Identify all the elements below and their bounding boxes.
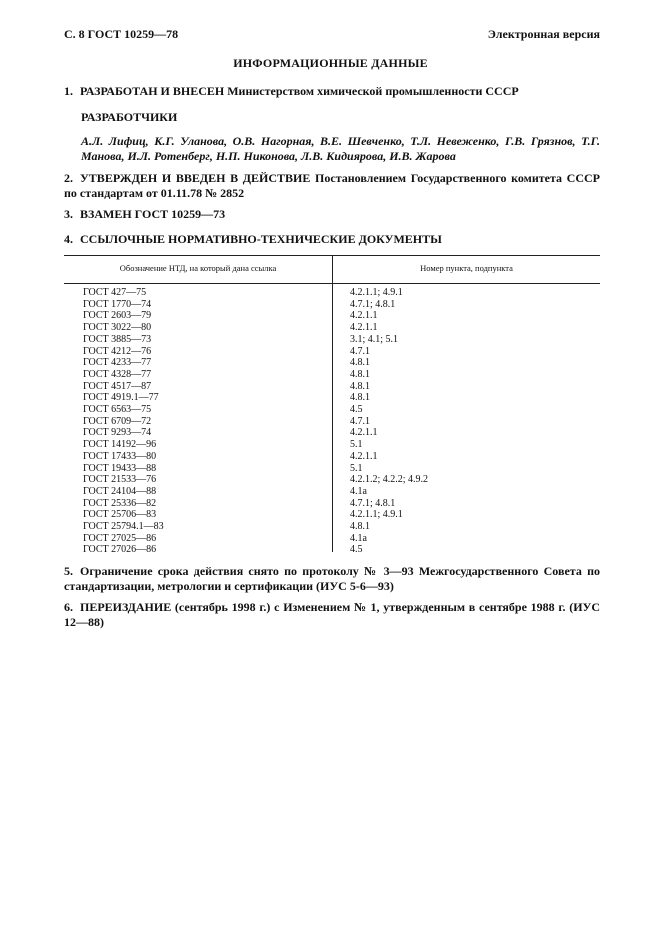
table-cell-document: ГОСТ 1770—74: [83, 298, 152, 310]
table-cell-document: ГОСТ 4233—77: [83, 357, 152, 369]
section-2-text: Постановлением Государственного комитета СССР по стандартам от 01.11.78 № 2852: [64, 171, 600, 200]
section-1-text: Министерством химической промышленности СССР: [224, 84, 519, 98]
table-cell-clause: 4.7.1; 4.8.1: [350, 298, 396, 310]
table-cell-document: ГОСТ 27025—86: [83, 532, 157, 544]
table-cell-document: ГОСТ 19433—88: [83, 462, 157, 474]
table-cell-clause: 5.1: [350, 462, 363, 474]
table-cell-document: ГОСТ 2603—79: [83, 310, 152, 322]
table-cell-clause: 4.7.1: [350, 345, 370, 357]
table-cell-clause: 4.7.1: [350, 415, 370, 427]
table-cell-document: ГОСТ 6563—75: [83, 404, 152, 416]
table-column-divider: [332, 255, 333, 552]
section-4: [64, 232, 600, 247]
table-cell-clause: 4.2.1.1: [350, 450, 378, 462]
table-cell-clause: 4.5: [350, 404, 363, 416]
table-cell-document: ГОСТ 427—75: [83, 287, 147, 298]
table-header-document: Обозначение НТД, на который дана ссылка: [119, 263, 277, 273]
table-cell-clause: 4.2.1.1: [350, 310, 378, 322]
table-cell-document: ГОСТ 3022—80: [83, 322, 152, 334]
section-5-number: 5.: [64, 564, 73, 578]
table-cell-clause: 4.7.1; 4.8.1: [350, 497, 396, 509]
page-header-left: С. 8 ГОСТ 10259—78: [64, 27, 179, 41]
section-3-heading: ВЗАМЕН ГОСТ 10259—73: [80, 207, 226, 221]
section-6-number: 6.: [64, 600, 73, 614]
table-cell-clause: 4.8.1: [350, 380, 370, 392]
table-cell-document: ГОСТ 4517—87: [83, 380, 152, 392]
table-cell-document: ГОСТ 25336—82: [83, 497, 157, 509]
table-column-documents: [83, 287, 164, 556]
section-3: [64, 207, 600, 222]
table-cell-clause: 5.1: [350, 439, 363, 451]
table-cell-clause: 4.1а: [350, 485, 367, 497]
table-cell-clause: 4.2.1.1; 4.9.1: [350, 509, 403, 521]
table-cell-document: ГОСТ 3885—73: [83, 333, 152, 345]
section-6: [64, 600, 600, 630]
table-cell-document: ГОСТ 25706—83: [83, 509, 157, 521]
table-cell-document: ГОСТ 6709—72: [83, 415, 152, 427]
section-2-number: 2.: [64, 171, 73, 185]
table-cell-clause: 4.2.1.1: [350, 427, 378, 439]
section-6-text: ПЕРЕИЗДАНИЕ (сентябрь 1998 г.) с Изменением № 1, утвержденным в сентябре 1988 г. (ИУС 12—88): [64, 600, 600, 629]
section-3-number: 3.: [64, 207, 73, 221]
section-2: [64, 171, 600, 201]
table-cell-clause: 4.2.1.2; 4.2.2; 4.9.2: [350, 474, 429, 486]
table-cell-clause: 4.1а: [350, 532, 367, 544]
section-4-number: 4.: [64, 232, 73, 246]
table-cell-clause: 3.1; 4.1; 5.1: [350, 333, 399, 345]
table-cell-clause: 4.2.1.1; 4.9.1: [350, 287, 403, 298]
references-table: [64, 255, 600, 556]
section-5: [64, 564, 600, 594]
table-cell-document: ГОСТ 9293—74: [83, 427, 152, 439]
table-column-clauses: [350, 287, 428, 556]
table-cell-document: ГОСТ 21533—76: [83, 474, 157, 486]
section-1-heading: РАЗРАБОТАН И ВНЕСЕН: [80, 84, 225, 98]
authors-list: А.Л. Лифиц, К.Г. Уланова, О.В. Нагорная, В.Е. Шевченко, Т.Л. Невеженко, Г.В. Грязнов, Т.Г. Манова, И.Л. Ротенберг, Н.П. Никонова, Л.В. Кидиярова, И.В. Жарова: [81, 134, 600, 163]
table-cell-document: ГОСТ 4328—77: [83, 368, 152, 380]
page-header-right: Электронная версия: [487, 27, 600, 41]
section-2-heading: УТВЕРЖДЕН И ВВЕДЕН В ДЕЙСТВИЕ: [80, 171, 311, 185]
table-cell-document: ГОСТ 27026—86: [83, 544, 157, 556]
table-cell-clause: 4.8.1: [350, 521, 370, 533]
developers-label: РАЗРАБОТЧИКИ: [81, 110, 178, 124]
table-cell-document: ГОСТ 25794.1—83: [83, 521, 164, 533]
section-5-text: Ограничение срока действия снято по протоколу № 3—93 Межгосударственного Совета по стандартизации, метрологии и сертификации (ИУС 5-6—93): [64, 564, 600, 593]
table-cell-document: ГОСТ 4212—76: [83, 345, 152, 357]
table-cell-clause: 4.2.1.1: [350, 322, 378, 334]
section-4-heading: ССЫЛОЧНЫЕ НОРМАТИВНО-ТЕХНИЧЕСКИЕ ДОКУМЕНТЫ: [80, 232, 442, 246]
table-cell-clause: 4.8.1: [350, 368, 370, 380]
table-cell-document: ГОСТ 4919.1—77: [83, 392, 159, 404]
table-cell-clause: 4.8.1: [350, 357, 370, 369]
table-cell-clause: 4.8.1: [350, 392, 370, 404]
table-header-clause: Номер пункта, подпункта: [420, 263, 513, 273]
page-title: ИНФОРМАЦИОННЫЕ ДАННЫЕ: [233, 56, 428, 70]
table-cell-clause: 4.5: [350, 544, 363, 556]
table-cell-document: ГОСТ 17433—80: [83, 450, 157, 462]
section-1-number: 1.: [64, 84, 73, 98]
section-1: [64, 84, 600, 99]
table-cell-document: ГОСТ 14192—96: [83, 439, 157, 451]
table-cell-document: ГОСТ 24104—88: [83, 485, 157, 497]
